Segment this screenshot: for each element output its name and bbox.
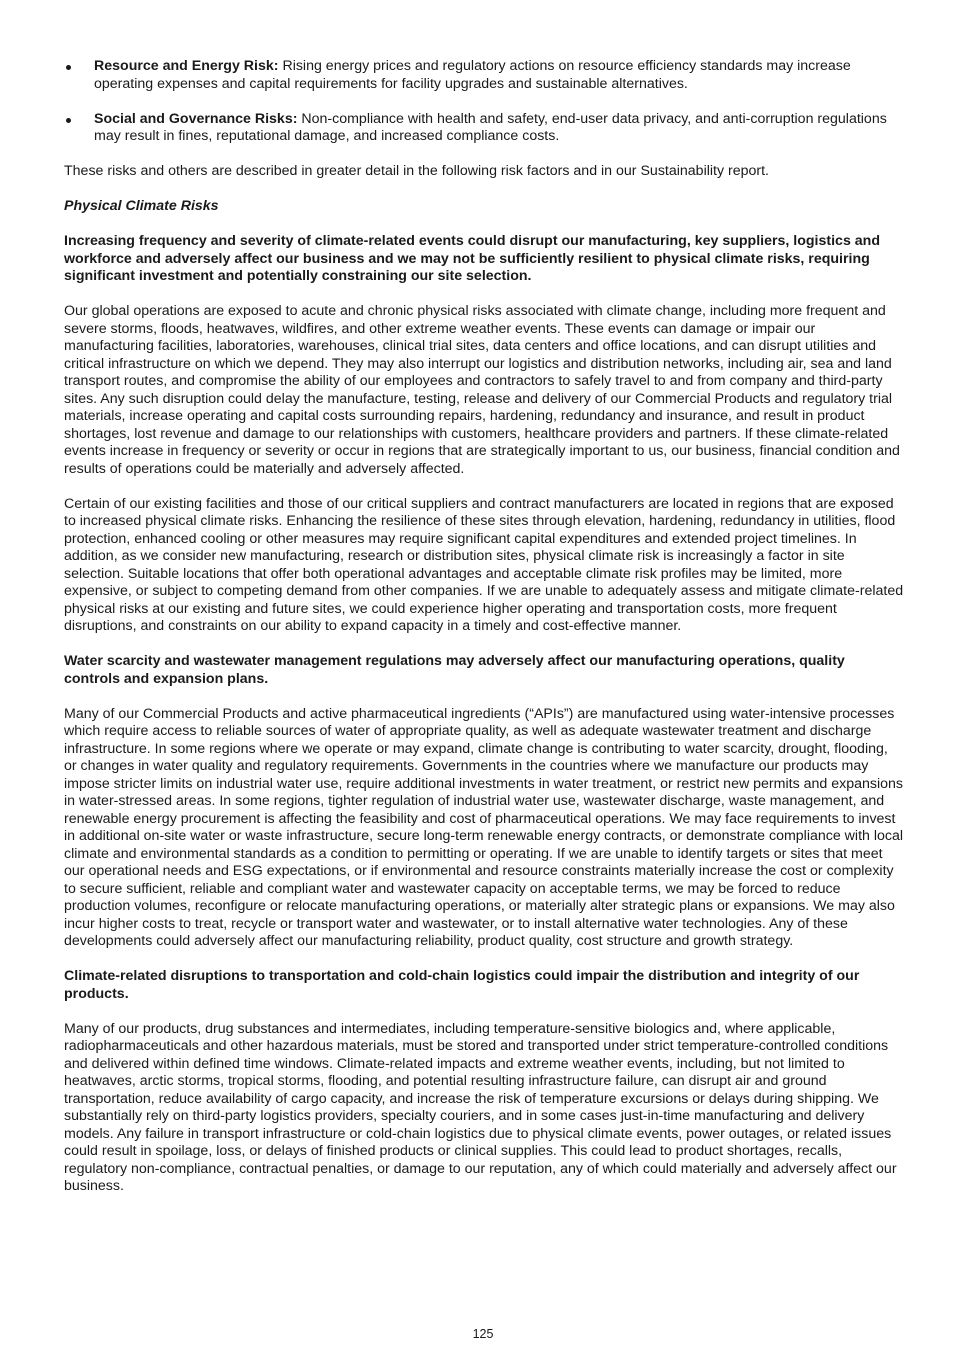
bullet-text: Rising energy prices and regulatory actions on resource efficiency standards may increase operating expenses and capital requirements for facility upgrades and sustainable alternatives. xyxy=(94,58,851,92)
bullet-icon xyxy=(66,118,71,123)
list-item xyxy=(64,58,904,93)
body-paragraph: Many of our products, drug substances and intermediates, including temperature-sensitive biologics and, where applicable, radiopharmaceuticals and other hazardous materials, must be stored and transported under strict temperature-controlled conditions and delivered within defined time windows. Climate-related impacts and extreme weather events, including, but not limited to heatwaves, arctic storms, tropical storms, flooding, and potential resulting infrastructure failure, can disrupt air and ground transportation, reduce availability of cargo capacity, and increase the risk of temperature excursions or delays during shipping. We substantially rely on third-party logistics providers, specialty couriers, and in some cases just-in-time manufacturing and delivery models. Any failure in transport infrastructure or cold-chain logistics due to physical climate events, power outages, or related issues could result in spoilage, loss, or delays of finished products or clinical supplies. This could lead to product shortages, recalls, regulatory non-compliance, contractual penalties, or damage to our reputation, any of which could materially and adversely affect our business. xyxy=(64,1020,897,1194)
risk-heading: Increasing frequency and severity of climate-related events could disrupt our manufacturing, key suppliers, logistics and workforce and adversely affect our business and we may not be sufficiently resilient to physical climate risks, requiring significant investment and potentially constraining our site selection. xyxy=(64,233,881,284)
bullet-text: Non-compliance with health and safety, end-user data privacy, and anti-corruption regulations may result in fines, reputational damage, and increased compliance costs. xyxy=(94,110,887,144)
bullet-label: Social and Governance Risks: xyxy=(94,110,298,127)
body-paragraph: Certain of our existing facilities and those of our critical suppliers and contract manufacturers are located in regions that are exposed to increased physical climate risks. Enhancing the resilience of these sites through elevation, hardening, redundancy in utilities, flood protection, enhanced cooling or other measures may require significant capital expenditures and extended project timelines. In addition, as we consider new manufacturing, research or distribution sites, physical climate risk is increasingly a factor in site selection. Suitable locations that offer both operational advantages and acceptable climate risk profiles may be limited, more expensive, or subject to competing demand from other companies. If we are unable to adequately assess and mitigate climate-related physical risks at our existing and future sites, we could experience higher operating and transportation costs, more frequent disruptions, and constraints on our ability to expand capacity in a timely and cost-effective manner. xyxy=(64,495,904,634)
body-paragraph: Our global operations are exposed to acute and chronic physical risks associated with climate change, including more frequent and severe storms, floods, heatwaves, wildfires, and other extreme weather events. These events can damage or impair our manufacturing facilities, laboratories, warehouses, clinical trial sites, data centers and office locations, and can disrupt utilities and critical infrastructure on which we depend. They may also interrupt our logistics and distribution networks, including air, sea and land transport routes, and compromise the ability of our employees and contractors to safely travel to and from company and third-party sites. Any such disruption could delay the manufacture, testing, release and delivery of our Commercial Products and regulatory trial materials, increase operating and capital costs surrounding repairs, hardening, redundancy and insurance, and result in product shortages, lost revenue and damage to our relationships with customers, healthcare providers and partners. If these climate-related events increase in frequency or severity or occur in regions that are strategically important to us, our business, financial condition and results of operations could be materially and adversely affected. xyxy=(64,303,900,477)
risk-heading: Water scarcity and wastewater management regulations may adversely affect our manufacturing operations, quality controls and expansion plans. xyxy=(64,653,845,687)
section-title: Physical Climate Risks xyxy=(64,198,219,214)
risk-heading: Climate-related disruptions to transportation and cold-chain logistics could impair the distribution and integrity of our products. xyxy=(64,968,860,1002)
intro-paragraph: These risks and others are described in greater detail in the following risk factors and in our Sustainability report. xyxy=(64,163,770,179)
list-item xyxy=(64,111,904,146)
document-page xyxy=(64,58,904,1213)
page-number: 125 xyxy=(472,1327,494,1341)
bullet-label: Resource and Energy Risk: xyxy=(94,58,279,74)
body-paragraph: Many of our Commercial Products and active pharmaceutical ingredients (“APIs”) are manufactured using water-intensive processes which require access to reliable sources of water of appropriate quality, as well as adequate wastewater treatment and discharge infrastructure. In some regions where we operate or may expand, climate change is contributing to water scarcity, drought, flooding, or changes in water quality and regulatory requirements. Governments in the countries where we manufacture our products may impose stricter limits on industrial water use, require additional investments in water treatment, or restrict new permits and expansions in water-stressed areas. In some regions, tighter regulation of industrial water use, wastewater discharge, waste management, and renewable energy procurement is affecting the feasibility and cost of pharmaceutical operations. We may face requirements to invest in additional on-site water or waste infrastructure, secure long-term renewable energy contracts, or demonstrate compliance with local climate and environmental standards as a condition to permitting or operating. If we are unable to identify targets or sites that meet our operational needs and ESG expectations, or if environmental and resource constraints materially increase the cost or complexity to secure sufficient, reliable and compliant water and wastewater capacity on acceptable terms, we may be forced to reduce production volumes, reconfigure or relocate manufacturing operations, or materially alter strategic plans or expansions. We may also incur higher costs to treat, recycle or transport water and wastewater, or to install alternative water technologies. Any of these developments could adversely affect our manufacturing reliability, product quality, cost structure and growth strategy. xyxy=(64,705,904,949)
bullet-icon xyxy=(66,65,71,70)
risk-bullet-list xyxy=(64,58,904,146)
